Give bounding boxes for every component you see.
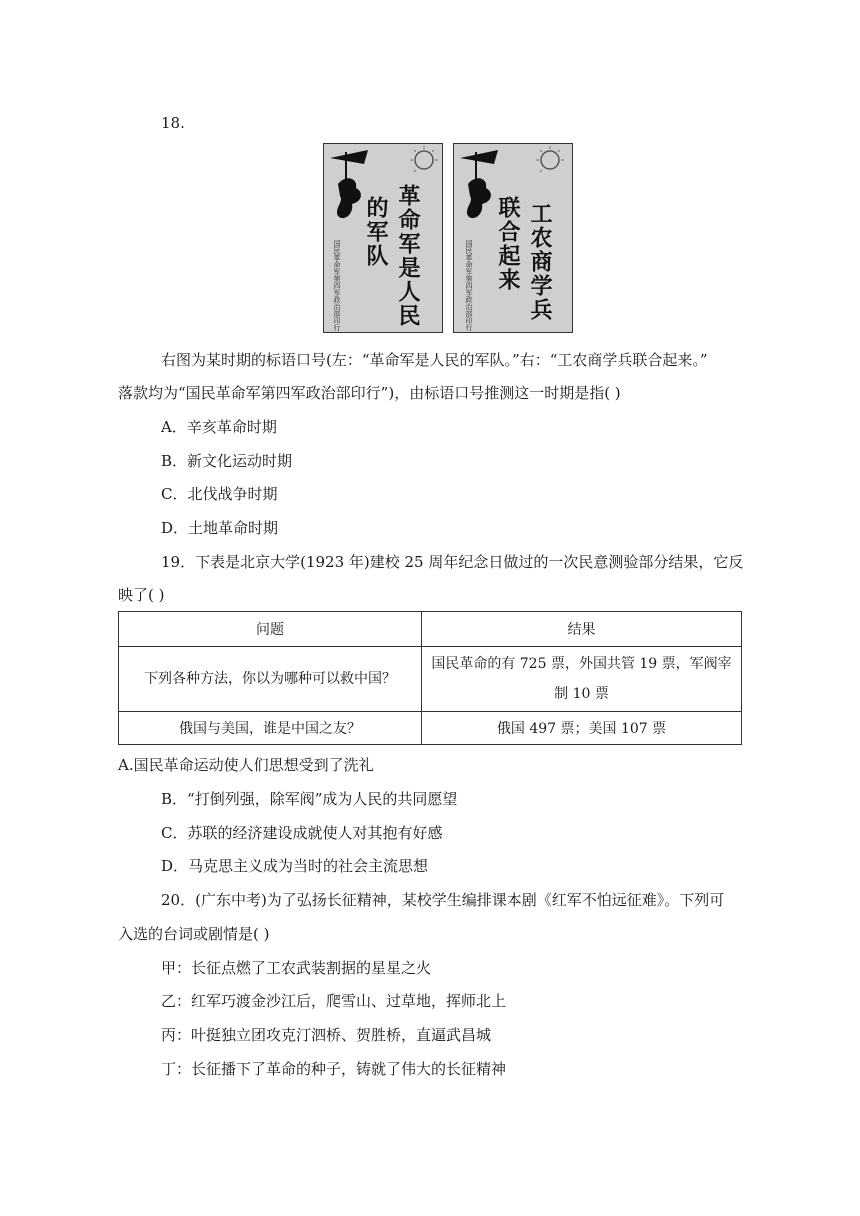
right-slogan-imprint: 国民革命军第四军政治部印行: [465, 240, 473, 331]
table-header-row: [119, 612, 742, 647]
left-slogan-column-1: 革命军是人民: [395, 184, 420, 328]
table-header-question: 问题: [119, 612, 422, 647]
table-cell-result: 俄国 497 票；美国 107 票: [422, 712, 742, 745]
question-19-option-d: D．马克思主义成为当时的社会主流思想: [161, 857, 429, 875]
result-line-2: 制 10 票: [554, 686, 609, 702]
question-20-item-ding: 丁：长征播下了革命的种子，铸就了伟大的长征精神: [161, 1060, 507, 1078]
table-row: [119, 712, 742, 745]
question-18-option-a: A．辛亥革命时期: [161, 418, 277, 436]
slogan-poster-figure: [322, 143, 568, 335]
question-19-option-c: C．苏联的经济建设成就使人对其抱有好感: [161, 824, 443, 842]
right-slogan-column-2: 联合起来: [495, 196, 520, 292]
question-18-option-b: B．新文化运动时期: [161, 452, 293, 470]
question-20-item-yi: 乙：红军巧渡金沙江后，爬雪山、过草地，挥师北上: [161, 992, 507, 1010]
question-18-number: 18.: [161, 114, 185, 132]
question-19-option-a: A.国民革命运动使人们思想受到了洗礼: [118, 756, 374, 774]
question-18-stem-line2: 落款均为“国民革命军第四军政治部印行”)，由标语口号推测这一时期是指( ): [118, 384, 621, 402]
table-cell-question: 下列各种方法，你以为哪种可以救中国？: [119, 647, 422, 712]
left-slogan-column-2: 的军队: [363, 196, 388, 268]
question-18-option-d: D．土地革命时期: [161, 519, 279, 537]
question-20-item-jia: 甲：长征点燃了工农武装割据的星星之火: [161, 959, 432, 977]
question-19-stem-line2: 映了( ): [118, 586, 165, 604]
slogan-poster-right: [453, 143, 573, 333]
question-19-option-b: B．“打倒列强，除军阀”成为人民的共同愿望: [161, 790, 458, 808]
left-slogan-imprint: 国民革命军第四军政治部印行: [333, 240, 341, 331]
table-cell-question: 俄国与美国，谁是中国之友？: [119, 712, 422, 745]
table-row: [119, 647, 742, 712]
question-18-stem-line1: 右图为某时期的标语口号(左：“革命军是人民的军队。”右：“工农商学兵联合起来。”: [161, 351, 708, 369]
question-20-item-bing: 丙：叶挺独立团攻克汀泗桥、贺胜桥，直逼武昌城: [161, 1026, 492, 1044]
slogan-poster-left: [323, 143, 443, 333]
question-19-stem-line1: 19．下表是北京大学(1923 年)建校 25 周年纪念日做过的一次民意测验部分结果，它反: [161, 553, 744, 571]
question-18-option-c: C．北伐战争时期: [161, 485, 278, 503]
table-header-result: 结果: [422, 612, 742, 647]
question-20-stem-line2: 入选的台词或剧情是( ): [118, 925, 270, 943]
survey-table: [118, 611, 742, 745]
table-cell-result: [422, 647, 742, 712]
right-slogan-column-1: 工农商学兵: [527, 202, 552, 322]
result-line-1: 国民革命的有 725 票，外国共管 19 票，军阀宰: [431, 656, 732, 672]
question-20-stem-line1: 20．(广东中考)为了弘扬长征精神，某校学生编排课本剧《红军不怕远征难》。下列可: [161, 891, 725, 909]
